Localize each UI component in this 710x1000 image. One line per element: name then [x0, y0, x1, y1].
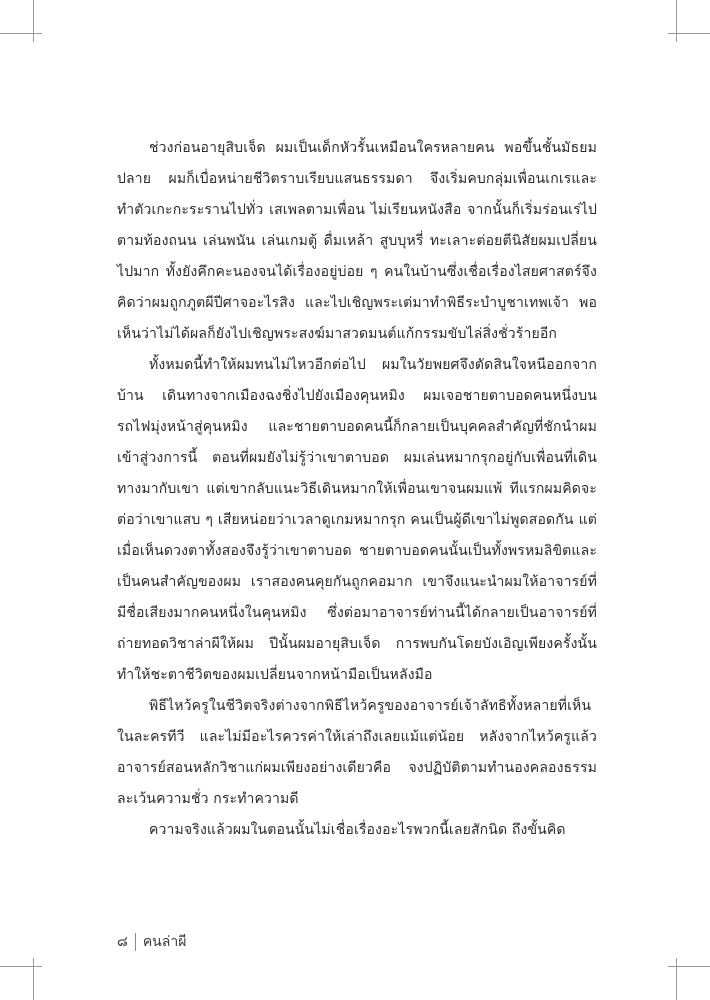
crop-mark-bottom-right-horizontal — [668, 966, 710, 967]
crop-mark-bottom-left-vertical — [33, 958, 34, 1000]
page-number: ๘ — [117, 934, 128, 950]
page-body-text — [117, 133, 597, 846]
crop-mark-bottom-left-horizontal — [0, 966, 42, 967]
crop-mark-top-right-vertical — [676, 0, 677, 42]
page-footer — [117, 931, 186, 953]
crop-mark-top-left-vertical — [33, 0, 34, 42]
paragraph-4: ความจริงแล้วผมในตอนนั้นไม่เชื่อเรื่องอะไรพวกนี้เลยสักนิด ถึงขั้นคิด — [149, 822, 566, 838]
crop-mark-top-right-horizontal — [668, 33, 710, 34]
crop-mark-bottom-right-vertical — [676, 958, 677, 1000]
footer-divider — [135, 933, 136, 951]
running-title: คนล่าผี — [142, 934, 187, 950]
crop-mark-top-left-horizontal — [0, 33, 42, 34]
paragraph-1: ช่วงก่อนอายุสิบเจ็ด ผมเป็นเด็กหัวรั้นเหมือนใครหลายคน พอขึ้นชั้นมัธยมปลาย ผมก็เบื่อหน่ายชีวิตราบเรียบแสนธรรมดา จึงเริ่มคบกลุ่มเพื่อนเกเรและทำตัวเกะกะระรานไปทั่ว เสเพลตามเพื่อน ไม่เรียนหนังสือ จากนั้นก็เริ่มร่อนเร่ไปตามท้องถนน เล่นพนัน เล่นเกมตู้ ดื่มเหล้า สูบบุหรี่ ทะเลาะต่อยตีนิสัยผมเปลี่ยนไปมาก ทั้งยังคึกคะนองจนได้เรื่องอยู่บ่อย ๆ คนในบ้านซึ่งเชื่อเรื่องไสยศาสตร์จึงคิดว่าผมถูกภูตผีปีศาจอะไรสิง และไปเชิญพระเต่มาทำพิธีระบำบูชาเทพเจ้า พอเห็นว่าไม่ได้ผลก็ยังไปเชิญพระสงฆ์มาสวดมนต์แก้กรรมขับไล่สิ่งชั่วร้ายอีก — [117, 140, 597, 342]
paragraph-3: พิธีไหว้ครูในชีวิตจริงต่างจากพิธีไหว้ครูของอาจารย์เจ้าลัทธิทั้งหลายที่เห็นในละครทีวี และไม่มีอะไรควรค่าให้เล่าถึงเลยแม้แต่น้อย หลังจากไหว้ครูแล้วอาจารย์สอนหลักวิชาแก่ผมเพียงอย่างเดียวคือ จงปฏิบัติตามทำนองคลองธรรมละเว้นความชั่ว กระทำความดี — [117, 698, 597, 807]
paragraph-2: ทั้งหมดนี้ทำให้ผมทนไม่ไหวอีกต่อไป ผมในวัยพยศจึงตัดสินใจหนีออกจากบ้าน เดินทางจากเมืองฉงชิ่งไปยังเมืองคุนหมิง ผมเจอชายตาบอดคนหนึ่งบนรถไฟมุ่งหน้าสู่คุนหมิง และชายตาบอดคนนี้ก็กลายเป็นบุคคลสำคัญที่ชักนำผมเข้าสู่วงการนี้ ตอนที่ผมยังไม่รู้ว่าเขาตาบอด ผมเล่นหมากรุกอยู่กับเพื่อนที่เดินทางมากับเขา แต่เขากลับแนะวิธีเดินหมากให้เพื่อนเขาจนผมแพ้ ทีแรกผมคิดจะต่อว่าเขาแสบ ๆ เสียหน่อยว่าเวลาดูเกมหมากรุก คนเป็นผู้ดีเขาไม่พูดสอดกัน แต่เมื่อเห็นดวงตาทั้งสองจึงรู้ว่าเขาตาบอด ชายตาบอดคนนั้นเป็นทั้งพรหมลิขิตและเป็นคนสำคัญของผม เราสองคนคุยกันถูกคอมาก เขาจึงแนะนำผมให้อาจารย์ที่มีชื่อเสียงมากคนหนึ่งในคุนหมิง ซึ่งต่อมาอาจารย์ท่านนี้ได้กลายเป็นอาจารย์ที่ถ่ายทอดวิชาล่าผีให้ผม ปีนั้นผมอายุสิบเจ็ด การพบกันโดยบังเอิญเพียงครั้งนั้นทำให้ชะตาชีวิตของผมเปลี่ยนจากหน้ามือเป็นหลังมือ — [117, 357, 597, 683]
